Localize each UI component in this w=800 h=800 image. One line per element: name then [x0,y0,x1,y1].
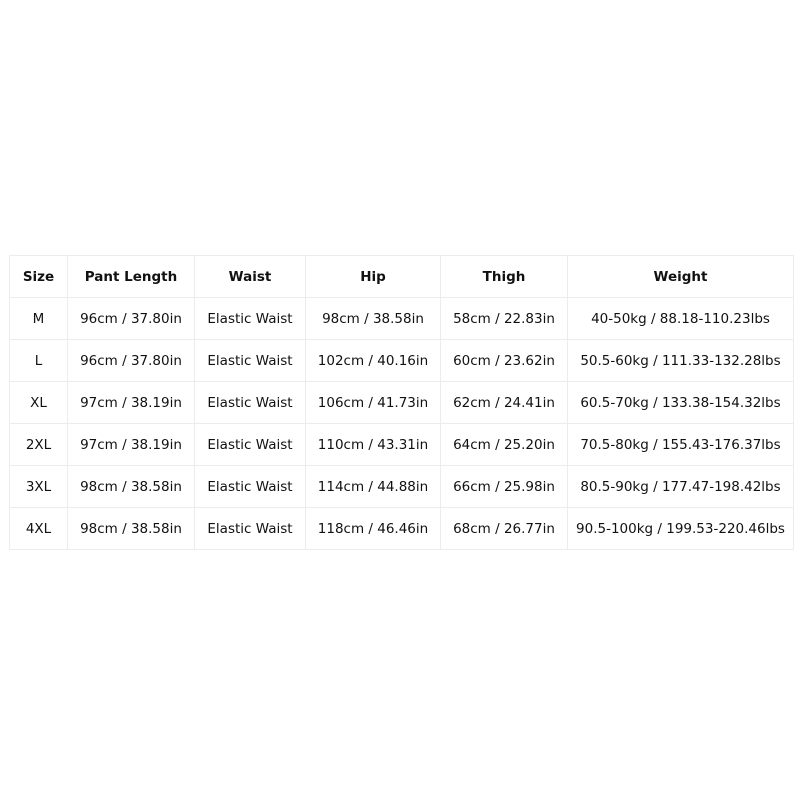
cell-size: L [10,340,68,382]
table-row [10,508,794,550]
cell-hip: 110cm / 43.31in [306,424,441,466]
header-pant-length: Pant Length [68,256,195,298]
cell-thigh: 68cm / 26.77in [441,508,568,550]
cell-thigh: 60cm / 23.62in [441,340,568,382]
size-chart-table [9,255,794,550]
cell-waist: Elastic Waist [195,424,306,466]
header-waist: Waist [195,256,306,298]
cell-size: 3XL [10,466,68,508]
cell-weight: 70.5-80kg / 155.43-176.37lbs [568,424,794,466]
cell-size: XL [10,382,68,424]
cell-waist: Elastic Waist [195,340,306,382]
cell-thigh: 64cm / 25.20in [441,424,568,466]
cell-weight: 80.5-90kg / 177.47-198.42lbs [568,466,794,508]
cell-waist: Elastic Waist [195,382,306,424]
cell-waist: Elastic Waist [195,466,306,508]
cell-size: 4XL [10,508,68,550]
table-row [10,466,794,508]
table-row [10,298,794,340]
header-weight: Weight [568,256,794,298]
cell-weight: 90.5-100kg / 199.53-220.46lbs [568,508,794,550]
cell-pant-length: 96cm / 37.80in [68,298,195,340]
cell-size: 2XL [10,424,68,466]
cell-hip: 118cm / 46.46in [306,508,441,550]
table-header-row [10,256,794,298]
cell-weight: 40-50kg / 88.18-110.23lbs [568,298,794,340]
cell-thigh: 66cm / 25.98in [441,466,568,508]
cell-pant-length: 98cm / 38.58in [68,466,195,508]
cell-hip: 106cm / 41.73in [306,382,441,424]
cell-hip: 102cm / 40.16in [306,340,441,382]
header-thigh: Thigh [441,256,568,298]
cell-hip: 114cm / 44.88in [306,466,441,508]
cell-weight: 50.5-60kg / 111.33-132.28lbs [568,340,794,382]
cell-hip: 98cm / 38.58in [306,298,441,340]
header-size: Size [10,256,68,298]
table-row [10,424,794,466]
cell-size: M [10,298,68,340]
table-row [10,382,794,424]
cell-pant-length: 98cm / 38.58in [68,508,195,550]
cell-pant-length: 97cm / 38.19in [68,382,195,424]
cell-thigh: 58cm / 22.83in [441,298,568,340]
cell-waist: Elastic Waist [195,298,306,340]
cell-pant-length: 96cm / 37.80in [68,340,195,382]
cell-thigh: 62cm / 24.41in [441,382,568,424]
header-hip: Hip [306,256,441,298]
table-row [10,340,794,382]
cell-pant-length: 97cm / 38.19in [68,424,195,466]
cell-waist: Elastic Waist [195,508,306,550]
cell-weight: 60.5-70kg / 133.38-154.32lbs [568,382,794,424]
